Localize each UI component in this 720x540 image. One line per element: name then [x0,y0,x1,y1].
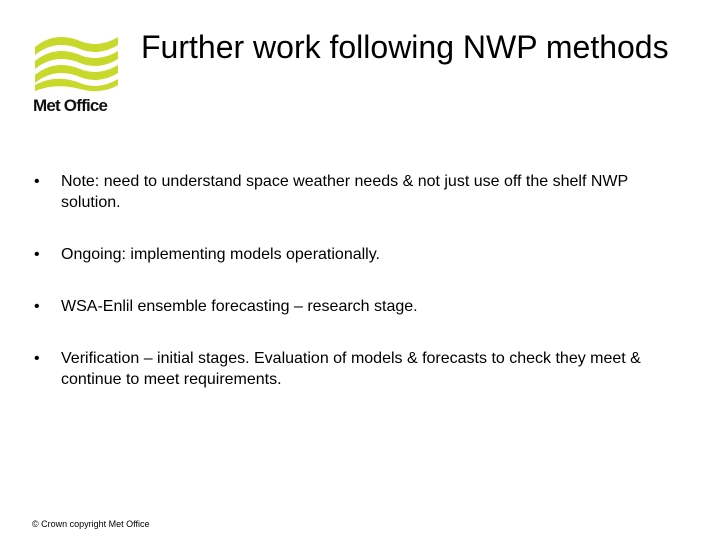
met-office-logo [30,33,122,115]
bullet-icon: • [34,173,40,190]
svg-text:Met Office: Met Office [33,96,108,115]
bullet-item: • Note: need to understand space weather needs & not just use off the shelf NWP solution. [34,173,628,211]
bullet-item: • Ongoing: implementing models operationally. [34,246,380,263]
copyright-footer: © Crown copyright Met Office [32,519,150,529]
bullet-icon: • [34,350,40,367]
bullet-item: • Verification – initial stages. Evaluation of models & forecasts to check they meet & continue to meet requirements. [34,350,641,388]
bullet-icon: • [34,246,40,263]
bullet-item: • WSA-Enlil ensemble forecasting – research stage. [34,298,418,315]
bullet-icon: • [34,298,40,315]
slide-title: Further work following NWP methods [141,29,669,65]
bullet-list [34,171,684,421]
